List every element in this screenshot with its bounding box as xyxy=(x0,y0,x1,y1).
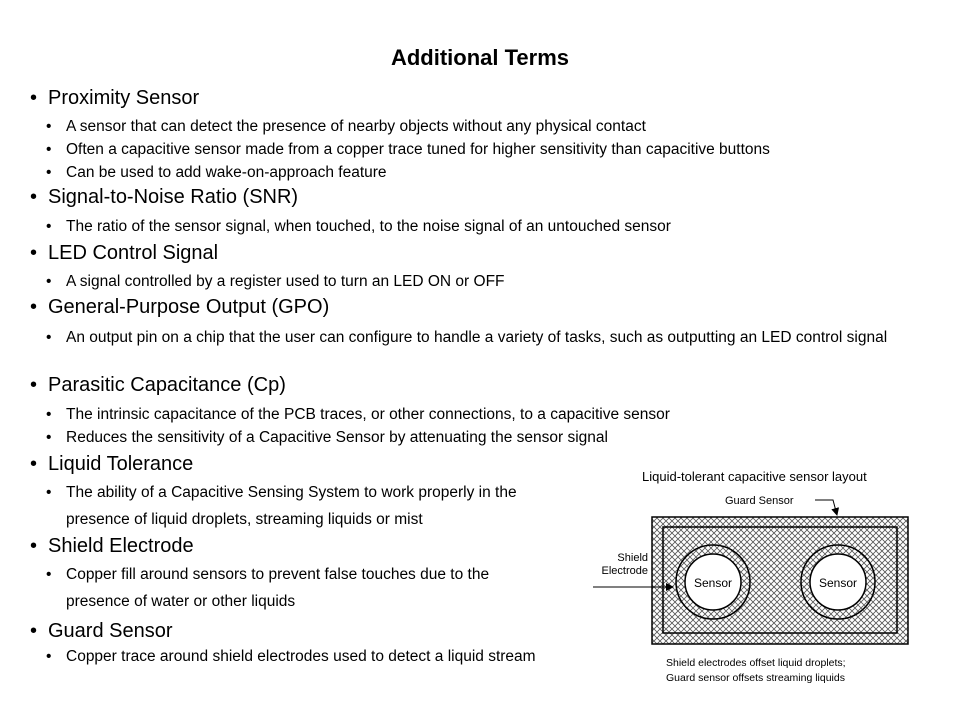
term-parasitic-capacitance: • Parasitic Capacitance (Cp) xyxy=(30,374,286,396)
guard-sensor-arrow xyxy=(815,500,837,515)
figure-note-line1: Shield electrodes offset liquid droplets; xyxy=(666,657,846,669)
term-detail: • Copper trace around shield electrodes used to detect a liquid stream xyxy=(46,648,536,665)
term-detail-continuation: presence of water or other liquids xyxy=(66,593,296,610)
shield-label-line1: Shield xyxy=(617,552,648,564)
term-liquid-tolerance: • Liquid Tolerance xyxy=(30,453,194,475)
term-detail: • The intrinsic capacitance of the PCB traces, or other connections, to a capacitive sensor xyxy=(46,406,670,423)
term-detail: • A sensor that can detect the presence of nearby objects without any physical contact xyxy=(46,118,646,135)
term-detail-continuation: presence of liquid droplets, streaming liquids or mist xyxy=(66,511,423,528)
shield-label-line2: Electrode xyxy=(601,565,648,577)
figure-caption: Liquid-tolerant capacitive sensor layout xyxy=(642,469,867,484)
term-detail: • Reduces the sensitivity of a Capacitive Sensor by attenuating the sensor signal xyxy=(46,429,608,446)
sensor-label-right: Sensor xyxy=(818,576,858,590)
slide-title: Additional Terms xyxy=(390,45,570,70)
term-detail: • A signal controlled by a register used to turn an LED ON or OFF xyxy=(46,273,505,290)
term-detail: • An output pin on a chip that the user can configure to handle a variety of tasks, such as outputting an LED control signal xyxy=(46,329,888,346)
term-led-control-signal: • LED Control Signal xyxy=(30,242,219,264)
term-detail: • The ratio of the sensor signal, when touched, to the noise signal of an untouched sensor xyxy=(46,218,671,235)
figure-note xyxy=(666,656,846,686)
term-guard-sensor: • Guard Sensor xyxy=(30,620,173,642)
term-snr: • Signal-to-Noise Ratio (SNR) xyxy=(30,186,299,208)
term-gpo: • General-Purpose Output (GPO) xyxy=(30,296,330,318)
term-proximity-sensor: • Proximity Sensor xyxy=(30,87,200,109)
term-detail: • Can be used to add wake-on-approach feature xyxy=(46,164,387,181)
figure-note-line2: Guard sensor offsets streaming liquids xyxy=(666,672,845,684)
guard-sensor-label: Guard Sensor xyxy=(725,495,794,507)
term-detail: • Often a capacitive sensor made from a copper trace tuned for higher sensitivity than capacitive buttons xyxy=(46,141,770,158)
sensor-layout-diagram xyxy=(585,488,915,650)
term-detail: • Copper fill around sensors to prevent false touches due to the xyxy=(46,566,490,583)
term-shield-electrode: • Shield Electrode xyxy=(30,535,194,557)
term-detail: • The ability of a Capacitive Sensing System to work properly in the xyxy=(46,484,517,501)
sensor-label-left: Sensor xyxy=(693,576,733,590)
